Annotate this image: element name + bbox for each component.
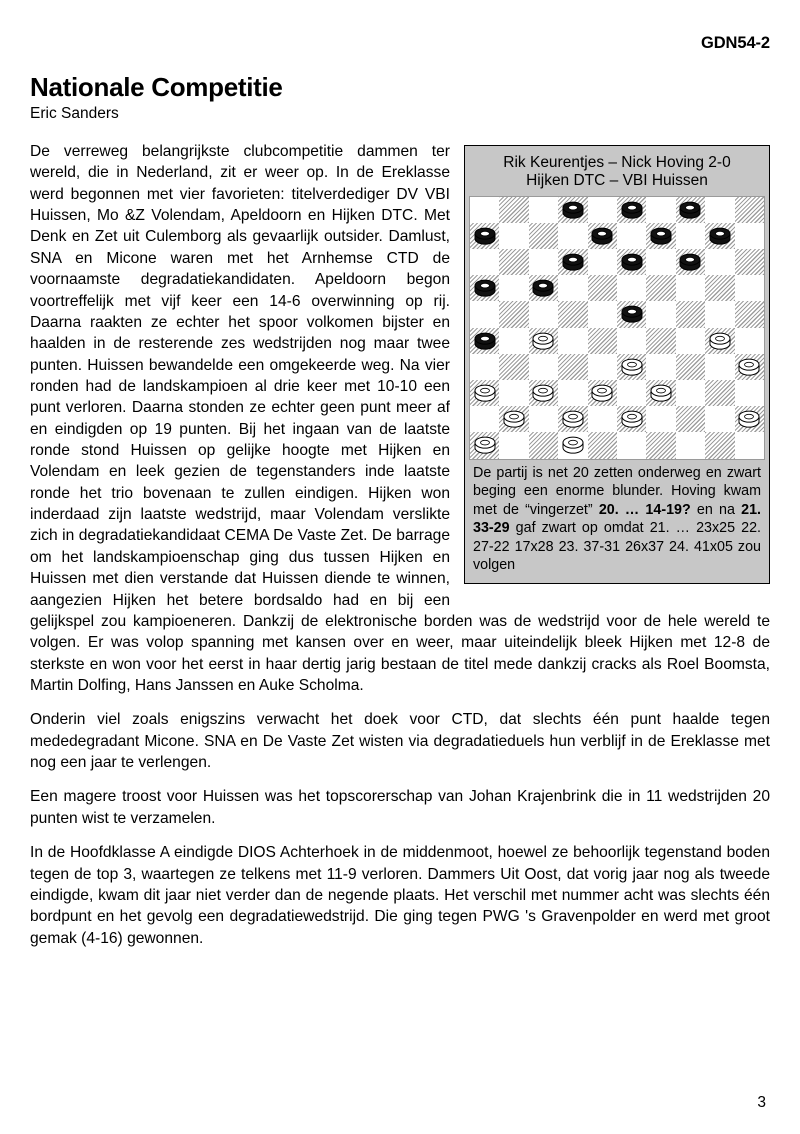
- black-piece: [621, 305, 643, 324]
- black-piece: [474, 278, 496, 297]
- white-piece: [562, 409, 584, 428]
- draughts-board-wrapper: [469, 196, 765, 460]
- board-square: [529, 197, 558, 223]
- white-piece: [650, 383, 672, 402]
- board-square: [646, 197, 675, 223]
- paragraph-2: Onderin viel zoals enigszins verwacht het doek voor CTD, dat slechts één punt haalde tegen mededegradant Micone. SNA en De Vaste Zet wisten via degradatieduels hun verblijf in de Ereklasse met nog een jaar te verlengen.: [30, 711, 770, 772]
- board-square: [588, 223, 617, 249]
- board-square: [735, 328, 764, 354]
- black-piece: [562, 200, 584, 219]
- board-square: [470, 197, 499, 223]
- white-piece: [532, 383, 554, 402]
- board-square: [676, 406, 705, 432]
- board-square: [646, 432, 675, 458]
- board-square: [646, 275, 675, 301]
- board-square: [558, 249, 587, 275]
- board-square: [558, 301, 587, 327]
- board-square: [676, 249, 705, 275]
- board-square: [646, 249, 675, 275]
- board-square: [735, 301, 764, 327]
- board-square: [735, 380, 764, 406]
- white-piece: [503, 409, 525, 428]
- board-square: [588, 432, 617, 458]
- diagram-title-line-2: Hijken DTC – VBI Huissen: [526, 172, 708, 190]
- board-square: [499, 328, 528, 354]
- diagram-title: [469, 150, 765, 196]
- board-square: [705, 354, 734, 380]
- board-square: [558, 406, 587, 432]
- white-piece: [709, 331, 731, 350]
- board-square: [499, 249, 528, 275]
- draughts-diagram: [464, 145, 770, 584]
- board-square: [470, 328, 499, 354]
- board-square: [470, 223, 499, 249]
- paragraph-3: Een magere troost voor Huissen was het topscorerschap van Johan Krajenbrink die in 11 wedstrijden 20 punten wist te verzamelen.: [30, 788, 770, 827]
- board-square: [470, 301, 499, 327]
- board-square: [705, 301, 734, 327]
- white-piece: [738, 357, 760, 376]
- board-square: [588, 354, 617, 380]
- board-square: [676, 301, 705, 327]
- board-square: [735, 406, 764, 432]
- board-square: [529, 380, 558, 406]
- board-square: [646, 380, 675, 406]
- board-square: [529, 249, 558, 275]
- board-square: [499, 197, 528, 223]
- white-piece: [591, 383, 613, 402]
- board-square: [617, 249, 646, 275]
- board-square: [617, 328, 646, 354]
- board-square: [529, 223, 558, 249]
- board-square: [617, 380, 646, 406]
- board-square: [676, 223, 705, 249]
- board-square: [735, 197, 764, 223]
- board-square: [499, 275, 528, 301]
- board-square: [676, 354, 705, 380]
- diagram-title-line-1: Rik Keurentjes – Nick Hoving 2-0: [503, 154, 731, 171]
- board-square: [588, 406, 617, 432]
- board-square: [617, 432, 646, 458]
- white-piece: [621, 409, 643, 428]
- board-square: [588, 301, 617, 327]
- board-square: [499, 301, 528, 327]
- board-square: [558, 354, 587, 380]
- board-square: [470, 406, 499, 432]
- board-square: [499, 380, 528, 406]
- board-square: [735, 432, 764, 458]
- draughts-board: [470, 197, 764, 459]
- black-piece: [709, 226, 731, 245]
- board-square: [735, 223, 764, 249]
- caption-move-bold: 21. 33-29: [473, 501, 761, 537]
- board-square: [529, 275, 558, 301]
- black-piece: [621, 200, 643, 219]
- board-square: [470, 275, 499, 301]
- board-square: [676, 432, 705, 458]
- document-code: GDN54-2: [701, 34, 770, 52]
- board-square: [617, 223, 646, 249]
- board-square: [705, 197, 734, 223]
- black-piece: [562, 252, 584, 271]
- board-square: [529, 432, 558, 458]
- board-square: [617, 275, 646, 301]
- board-square: [676, 197, 705, 223]
- board-square: [646, 223, 675, 249]
- board-square: [646, 354, 675, 380]
- page-number: 3: [757, 1094, 766, 1111]
- board-square: [705, 275, 734, 301]
- black-piece: [650, 226, 672, 245]
- caption-text: en na: [690, 501, 742, 518]
- board-square: [705, 406, 734, 432]
- white-piece: [738, 409, 760, 428]
- board-square: [558, 432, 587, 458]
- page-title: Nationale Competitie: [30, 72, 283, 102]
- board-square: [558, 380, 587, 406]
- caption-text: De partij is net 20 zetten onderweg en zwart beging een enorme blunder. Hoving kwam met de “vingerzet”: [473, 464, 761, 518]
- board-square: [617, 197, 646, 223]
- black-piece: [591, 226, 613, 245]
- board-square: [705, 380, 734, 406]
- black-piece: [474, 226, 496, 245]
- board-square: [735, 354, 764, 380]
- board-square: [588, 328, 617, 354]
- white-piece: [474, 436, 496, 455]
- board-square: [558, 223, 587, 249]
- board-square: [646, 301, 675, 327]
- board-square: [646, 406, 675, 432]
- board-square: [705, 223, 734, 249]
- diagram-caption: [469, 460, 765, 577]
- black-piece: [679, 200, 701, 219]
- paragraph-1: De verreweg belangrijkste clubcompetitie dammen ter wereld, die in Nederland, zit er weer op. In de Ereklasse werd begonnen met vier favorieten: titelverdediger DV VBI Huissen, Mo &Z Volendam, Apeldoorn en Hijken DTC. Met Denk en Zet uit Culemborg als gevaarlijk outsider. Damlust, SNA en Micone waren met het Arnhemse CTD de voornaamste degradatiekandidaten. Apeldoorn begon voortreffelijk met vijf keer een 14-6 overwinning op rij. Daarna raakten ze echter het spoor volkomen bijster en haalden in de resterende zes wedstrijden nog maar twee punten. Huissen bewandelde een omgekeerde weg. Na vier ronden had de landskampioen al drie keer met 10-10 een punt verloren. Daarna stonden ze echter geen punt meer af en eindigden op 19 punten. Bij het ingaan van de laatste ronde stond Huissen op gelijke hoogte met Hijken en Volendam en leek gezien de tegenstanders inde laatste ronde het trio bovenaan te zullen eindigen. Hijken won inderdaad zijn laatste wedstrijd, maar Volendam verslikte zich in degradatiekandidaat CEMA De Vaste Zet. De barrage om het landskampioenschap ging dus tussen Hijken en Huissen met dien verstande dat Huissen diende te winnen, aangezien Hijken het betere bordsaldo had en bij een gelijkspel zou kampioeneren. Dankzij de elektronische borden was de wedstrijd voor de hele wereld te volgen. Er was volop spanning met kansen over en weer, maar uiteindelijk bleek Hijken met 12-8 de sterkste en won voor het eerst in haar dertig jarig bestaan de titel mede dankzij cracks als Roel Boomsta, Martin Dolfing, Hans Janssen en Auke Scholma.: [30, 143, 770, 694]
- board-square: [529, 354, 558, 380]
- board-square: [617, 406, 646, 432]
- board-square: [499, 354, 528, 380]
- board-square: [529, 301, 558, 327]
- white-piece: [474, 383, 496, 402]
- board-square: [529, 328, 558, 354]
- board-square: [499, 406, 528, 432]
- paragraph-4: In de Hoofdklasse A eindigde DIOS Achterhoek in de middenmoot, hoewel ze behoorlijk tegenstand boden tegen de top 3, waartegen ze telkens met 11-9 verloren. Dammers Uit Oost, dat vorig jaar nog als tweede eindigde, kwam dit jaar niet verder dan de negende plaats. Het verschil met nummer acht was slechts één bordpunt en het gevolg een degradatiewedstrijd. Die ging tegen PWG 's Gravenpolder en werd met groot gemak (4-16) gewonnen.: [30, 844, 770, 947]
- board-square: [617, 354, 646, 380]
- board-square: [588, 197, 617, 223]
- black-piece: [679, 252, 701, 271]
- board-square: [470, 249, 499, 275]
- board-square: [676, 275, 705, 301]
- caption-text: gaf zwart op omdat 21. … 23x25 22. 27-22 17x28 23. 37-31 26x37 24. 41x05 zou volgen: [473, 520, 761, 574]
- board-square: [470, 354, 499, 380]
- board-square: [558, 328, 587, 354]
- board-square: [499, 223, 528, 249]
- board-square: [588, 275, 617, 301]
- board-square: [646, 328, 675, 354]
- board-square: [558, 197, 587, 223]
- board-square: [529, 406, 558, 432]
- white-piece: [562, 436, 584, 455]
- board-square: [735, 249, 764, 275]
- board-square: [558, 275, 587, 301]
- caption-move-bold: 20. … 14-19?: [598, 501, 691, 518]
- article-author: Eric Sanders: [30, 105, 119, 122]
- black-piece: [474, 331, 496, 350]
- board-square: [588, 249, 617, 275]
- white-piece: [621, 357, 643, 376]
- board-square: [617, 301, 646, 327]
- board-square: [470, 432, 499, 458]
- board-square: [705, 249, 734, 275]
- board-square: [499, 432, 528, 458]
- board-square: [470, 380, 499, 406]
- board-square: [705, 328, 734, 354]
- black-piece: [621, 252, 643, 271]
- board-square: [705, 432, 734, 458]
- board-square: [588, 380, 617, 406]
- board-square: [735, 275, 764, 301]
- board-square: [676, 380, 705, 406]
- white-piece: [532, 331, 554, 350]
- board-square: [676, 328, 705, 354]
- black-piece: [532, 278, 554, 297]
